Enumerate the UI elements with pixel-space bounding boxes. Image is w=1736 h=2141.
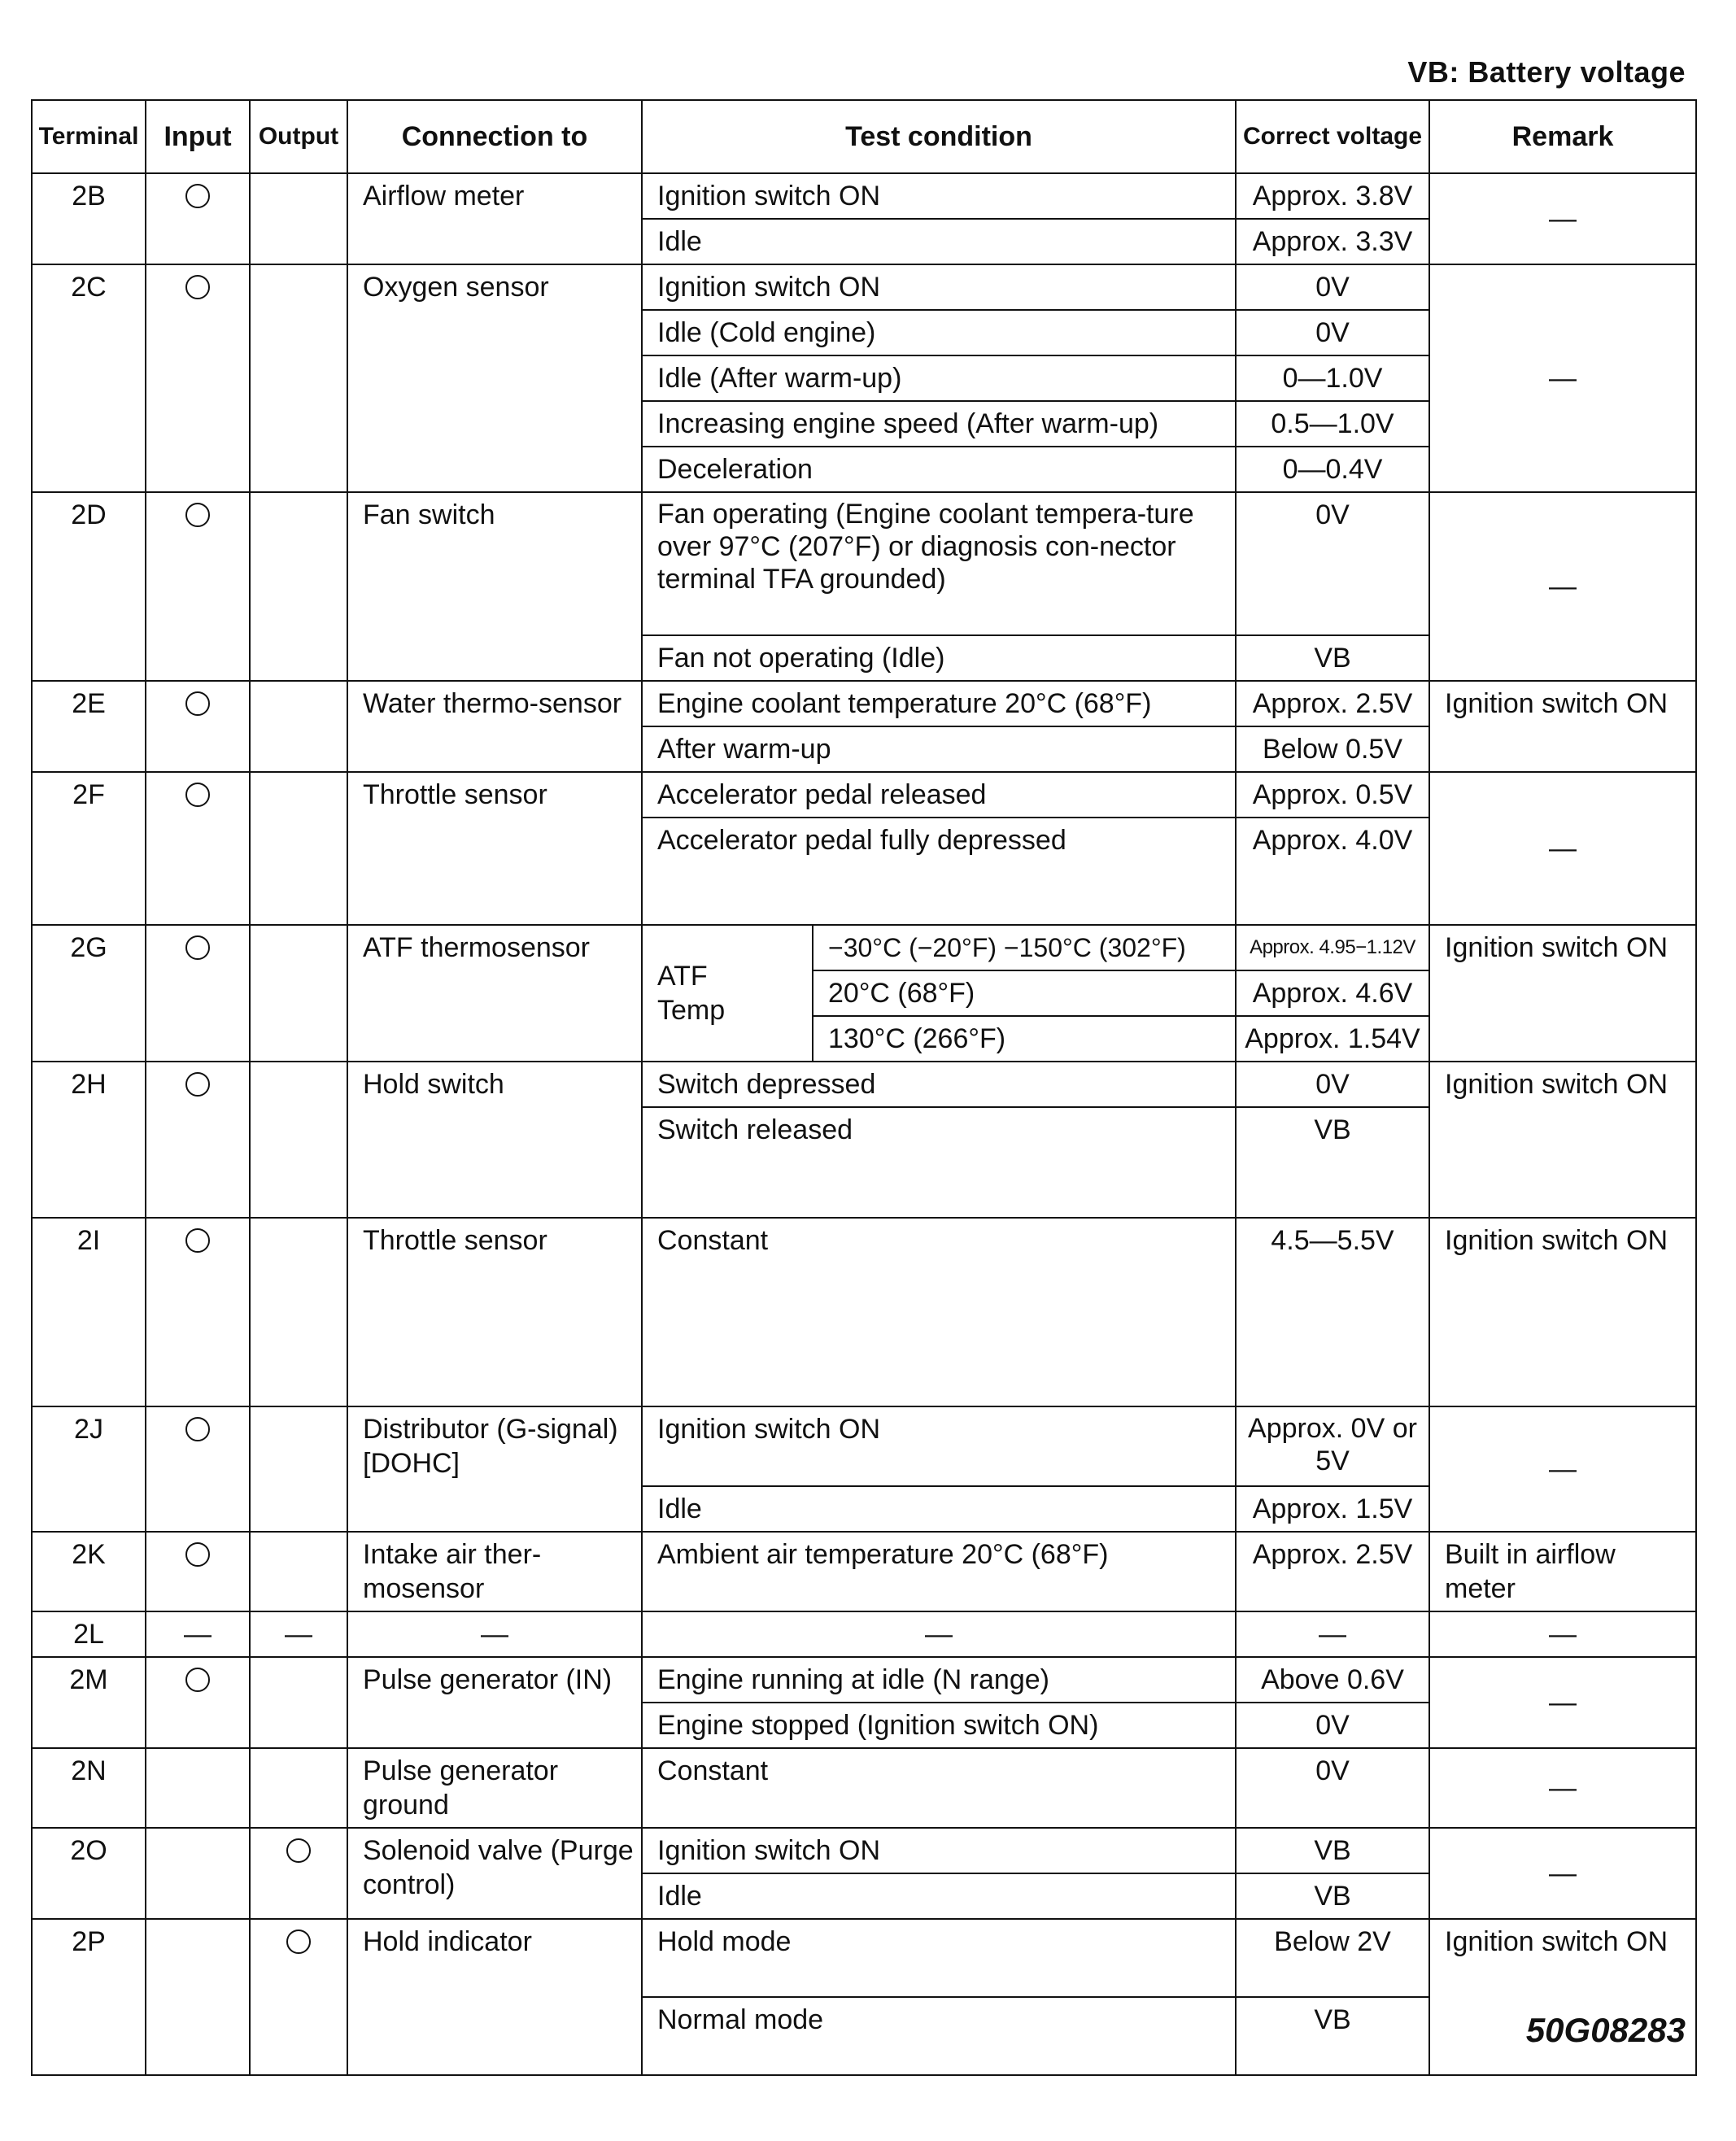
connection-cell: Oxygen sensor [347, 264, 642, 492]
terminal-cell: 2B [32, 173, 146, 264]
output-cell [250, 1828, 347, 1919]
voltage-cell: 0V [1236, 1062, 1429, 1107]
voltage-cell: Approx. 2.5V [1236, 681, 1429, 726]
terminal-cell: 2E [32, 681, 146, 772]
remark-cell: — [1429, 264, 1696, 492]
output-cell [250, 264, 347, 492]
input-cell: — [146, 1611, 250, 1657]
remark-header: Remark [1429, 100, 1696, 173]
battery-voltage-legend: VB: Battery voltage [1407, 55, 1686, 89]
test-condition-header: Test condition [642, 100, 1236, 173]
test-condition-cell: Hold mode [642, 1919, 1236, 1997]
voltage-cell: Approx. 3.3V [1236, 219, 1429, 264]
test-condition-cell: 20°C (68°F) [813, 970, 1236, 1016]
remark-cell: — [1429, 1611, 1696, 1657]
circle-mark-icon [185, 1542, 210, 1567]
test-condition-cell: 130°C (266°F) [813, 1016, 1236, 1062]
test-condition-cell: Constant [642, 1218, 1236, 1406]
remark-cell: Ignition switch ON [1429, 1919, 1696, 2075]
voltage-cell: Approx. 1.5V [1236, 1486, 1429, 1532]
table-row [32, 264, 1696, 310]
table-row [32, 1748, 1696, 1828]
output-header: Output [250, 100, 347, 173]
test-condition-cell: Idle (Cold engine) [642, 310, 1236, 355]
connection-cell: Pulse generator ground [347, 1748, 642, 1828]
voltage-cell: 0—0.4V [1236, 447, 1429, 492]
output-cell: — [250, 1611, 347, 1657]
test-condition-cell: Engine coolant temperature 20°C (68°F) [642, 681, 1236, 726]
circle-mark-icon [185, 783, 210, 807]
input-cell [146, 1532, 250, 1611]
terminal-cell: 2I [32, 1218, 146, 1406]
input-cell [146, 772, 250, 925]
voltage-cell: 4.5—5.5V [1236, 1218, 1429, 1406]
input-cell [146, 492, 250, 681]
test-condition-cell: Accelerator pedal released [642, 772, 1236, 818]
table-row [32, 1532, 1696, 1611]
test-condition-cell: Idle [642, 1486, 1236, 1532]
remark-cell: — [1429, 1406, 1696, 1532]
test-condition-cell: Ignition switch ON [642, 264, 1236, 310]
remark-cell: Built in airflow meter [1429, 1532, 1696, 1611]
test-condition-cell: Fan operating (Engine coolant tempera-ture over 97°C (207°F) or diagnosis con-nector terminal TFA grounded) [642, 492, 1236, 635]
test-condition-cell: Ignition switch ON [642, 1828, 1236, 1873]
test-condition-cell: −30°C (−20°F) −150°C (302°F) [813, 925, 1236, 970]
test-condition-cell: After warm-up [642, 726, 1236, 772]
connection-cell: Distributor (G-signal) [DOHC] [347, 1406, 642, 1532]
output-cell [250, 1657, 347, 1748]
remark-cell: — [1429, 772, 1696, 925]
terminal-cell: 2D [32, 492, 146, 681]
table-row [32, 1919, 1696, 1997]
input-cell [146, 173, 250, 264]
voltage-cell: 0V [1236, 1703, 1429, 1748]
remark-cell: Ignition switch ON [1429, 1218, 1696, 1406]
output-cell [250, 925, 347, 1062]
test-condition-cell: Switch released [642, 1107, 1236, 1218]
voltage-cell: Approx. 3.8V [1236, 173, 1429, 219]
table-row [32, 1406, 1696, 1486]
remark-cell: — [1429, 1748, 1696, 1828]
terminal-cell: 2G [32, 925, 146, 1062]
voltage-cell: Approx. 1.54V [1236, 1016, 1429, 1062]
test-condition-cell: Engine stopped (Ignition switch ON) [642, 1703, 1236, 1748]
terminal-cell: 2H [32, 1062, 146, 1218]
input-header: Input [146, 100, 250, 173]
test-condition-cell: Ignition switch ON [642, 1406, 1236, 1486]
input-cell [146, 1062, 250, 1218]
voltage-cell: 0V [1236, 264, 1429, 310]
table-row [32, 1611, 1696, 1657]
test-condition-cell: Ignition switch ON [642, 173, 1236, 219]
table-row [32, 1828, 1696, 1873]
voltage-cell: Approx. 0.5V [1236, 772, 1429, 818]
output-cell [250, 492, 347, 681]
output-cell [250, 1218, 347, 1406]
voltage-cell: VB [1236, 1828, 1429, 1873]
output-cell [250, 1062, 347, 1218]
voltage-cell: Approx. 0V or 5V [1236, 1406, 1429, 1486]
connection-cell: Water thermo-sensor [347, 681, 642, 772]
circle-mark-icon [185, 1417, 210, 1441]
circle-mark-icon [185, 935, 210, 960]
table-row [32, 925, 1696, 970]
table-row [32, 1657, 1696, 1703]
connection-cell: ATF thermosensor [347, 925, 642, 1062]
test-condition-cell: Normal mode [642, 1997, 1236, 2075]
terminal-cell: 2N [32, 1748, 146, 1828]
test-condition-cell: Deceleration [642, 447, 1236, 492]
input-cell [146, 1657, 250, 1748]
terminal-header: Terminal [32, 100, 146, 173]
connection-cell: Intake air ther-mosensor [347, 1532, 642, 1611]
voltage-cell: 0V [1236, 492, 1429, 635]
voltage-cell: Approx. 2.5V [1236, 1532, 1429, 1611]
output-cell [250, 772, 347, 925]
circle-mark-icon [286, 1838, 311, 1863]
connection-cell: Hold indicator [347, 1919, 642, 2075]
terminal-cell: 2J [32, 1406, 146, 1532]
table-row [32, 1218, 1696, 1406]
circle-mark-icon [185, 1072, 210, 1097]
circle-mark-icon [185, 184, 210, 208]
voltage-cell: 0V [1236, 1748, 1429, 1828]
terminal-cell: 2O [32, 1828, 146, 1919]
output-cell [250, 173, 347, 264]
test-condition-cell: Switch depressed [642, 1062, 1236, 1107]
input-cell [146, 264, 250, 492]
remark-cell: — [1429, 1657, 1696, 1748]
connection-header: Connection to [347, 100, 642, 173]
voltage-cell: 0V [1236, 310, 1429, 355]
circle-mark-icon [185, 691, 210, 716]
terminal-cell: 2K [32, 1532, 146, 1611]
test-condition-cell: Increasing engine speed (After warm-up) [642, 401, 1236, 447]
test-condition-cell: Idle (After warm-up) [642, 355, 1236, 401]
table-row [32, 681, 1696, 726]
input-cell [146, 1828, 250, 1919]
circle-mark-icon [185, 1668, 210, 1692]
test-condition-cell: Engine running at idle (N range) [642, 1657, 1236, 1703]
terminal-cell: 2M [32, 1657, 146, 1748]
voltage-cell: Below 0.5V [1236, 726, 1429, 772]
connection-cell: — [347, 1611, 642, 1657]
test-condition-cell: Idle [642, 1873, 1236, 1919]
remark-cell: — [1429, 1828, 1696, 1919]
test-condition-cell: Accelerator pedal fully depressed [642, 818, 1236, 925]
test-condition-cell: Idle [642, 219, 1236, 264]
connection-cell: Hold switch [347, 1062, 642, 1218]
connection-cell: Fan switch [347, 492, 642, 681]
voltage-cell: Approx. 4.95−1.12V [1236, 925, 1429, 970]
input-cell [146, 1218, 250, 1406]
voltage-cell: Above 0.6V [1236, 1657, 1429, 1703]
circle-mark-icon [185, 1228, 210, 1253]
terminal-voltage-table [31, 99, 1697, 2076]
voltage-cell: 0.5—1.0V [1236, 401, 1429, 447]
test-condition-cell: Ambient air temperature 20°C (68°F) [642, 1532, 1236, 1611]
voltage-cell: 0—1.0V [1236, 355, 1429, 401]
terminal-cell: 2L [32, 1611, 146, 1657]
output-cell [250, 1919, 347, 2075]
voltage-cell: VB [1236, 635, 1429, 681]
terminal-cell: 2P [32, 1919, 146, 2075]
table-row [32, 173, 1696, 219]
circle-mark-icon [185, 275, 210, 299]
circle-mark-icon [286, 1930, 311, 1954]
circle-mark-icon [185, 503, 210, 527]
test-condition-cell: Constant [642, 1748, 1236, 1828]
voltage-cell: VB [1236, 1873, 1429, 1919]
input-cell [146, 1919, 250, 2075]
remark-cell: Ignition switch ON [1429, 681, 1696, 772]
table-row [32, 1062, 1696, 1107]
figure-code: 50G08283 [1525, 2011, 1686, 2049]
output-cell [250, 1748, 347, 1828]
output-cell [250, 681, 347, 772]
output-cell [250, 1532, 347, 1611]
connection-cell: Throttle sensor [347, 1218, 642, 1406]
remark-cell: Ignition switch ON [1429, 925, 1696, 1062]
voltage-cell: Below 2V [1236, 1919, 1429, 1997]
test-condition-cell: Fan not operating (Idle) [642, 635, 1236, 681]
atf-temp-label: ATF Temp [642, 925, 813, 1062]
table-row [32, 772, 1696, 818]
terminal-cell: 2F [32, 772, 146, 925]
connection-cell: Throttle sensor [347, 772, 642, 925]
terminal-cell: 2C [32, 264, 146, 492]
input-cell [146, 925, 250, 1062]
connection-cell: Pulse generator (IN) [347, 1657, 642, 1748]
voltage-cell: Approx. 4.0V [1236, 818, 1429, 925]
voltage-cell: — [1236, 1611, 1429, 1657]
connection-cell: Airflow meter [347, 173, 642, 264]
voltage-cell: VB [1236, 1107, 1429, 1218]
remark-cell: Ignition switch ON [1429, 1062, 1696, 1218]
table-row [32, 492, 1696, 635]
input-cell [146, 1406, 250, 1532]
voltage-cell: VB [1236, 1997, 1429, 2075]
voltage-cell: Approx. 4.6V [1236, 970, 1429, 1016]
input-cell [146, 681, 250, 772]
correct-voltage-header: Correct voltage [1236, 100, 1429, 173]
output-cell [250, 1406, 347, 1532]
remark-cell: — [1429, 492, 1696, 681]
test-condition-cell: — [642, 1611, 1236, 1657]
connection-cell: Solenoid valve (Purge control) [347, 1828, 642, 1919]
remark-cell: — [1429, 173, 1696, 264]
input-cell [146, 1748, 250, 1828]
header-row [32, 100, 1696, 173]
